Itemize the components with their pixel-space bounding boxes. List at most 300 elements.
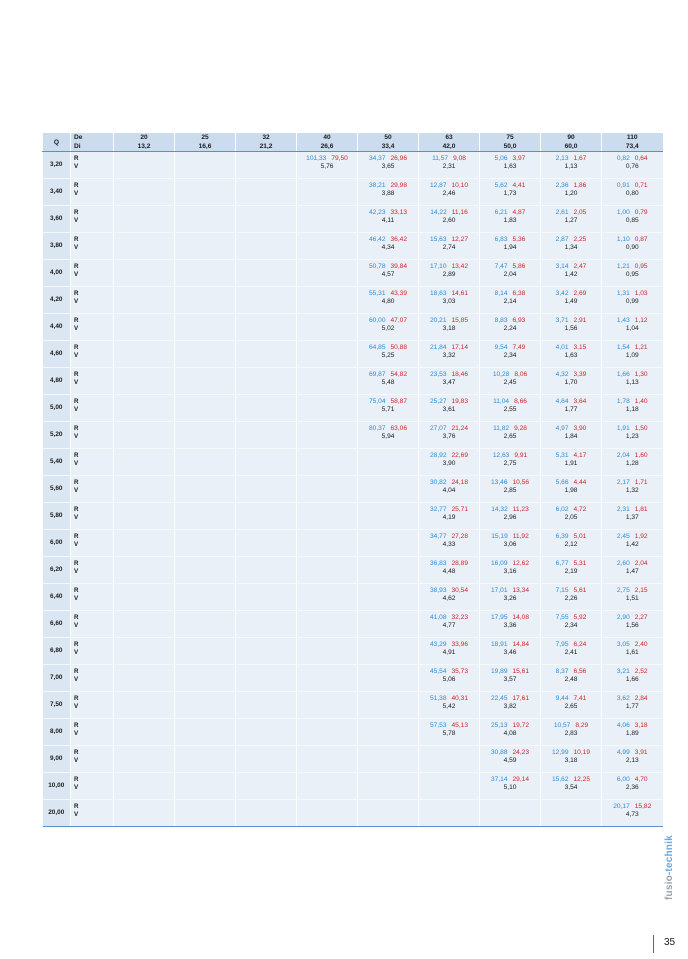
table-cell	[480, 503, 541, 530]
v-value: 1,37	[625, 514, 639, 522]
r-values	[602, 695, 663, 703]
q-value: 6,40	[43, 584, 71, 611]
v-value: 1,42	[564, 271, 578, 279]
table-cell	[419, 206, 480, 233]
v-value: 3,47	[442, 379, 456, 387]
v-value: 0,90	[625, 244, 639, 252]
rv-labels	[71, 179, 114, 206]
table-cell	[602, 233, 663, 260]
v-value: 1,49	[564, 298, 578, 306]
r-value-2: 9,91	[514, 452, 528, 459]
r-values	[541, 722, 601, 730]
r-values	[602, 614, 663, 622]
table-cell	[480, 476, 541, 503]
table-cell	[114, 152, 175, 179]
q-value: 3,20	[43, 152, 71, 179]
v-value: 2,46	[442, 190, 456, 198]
table-cell	[297, 773, 358, 800]
table-cell	[175, 314, 236, 341]
table-cell	[114, 665, 175, 692]
r-values	[480, 398, 540, 406]
r-value-2: 1,71	[634, 479, 648, 486]
v-value: 2,26	[564, 595, 578, 603]
v-value: 3,18	[564, 757, 578, 765]
r-value-1: 9,44	[555, 695, 569, 702]
di-header: 21,2	[236, 142, 297, 152]
table-cell	[602, 773, 663, 800]
table-cell	[480, 368, 541, 395]
r-value-1: 17,01	[490, 587, 508, 594]
v-value: 1,23	[625, 433, 639, 441]
r-values	[541, 290, 601, 298]
r-values	[602, 479, 663, 487]
r-value-1: 6,77	[555, 560, 569, 567]
r-value-2: 7,49	[512, 344, 526, 351]
v-value: 3,90	[442, 460, 456, 468]
v-value: 1,27	[564, 217, 578, 225]
table-cell	[175, 341, 236, 368]
v-value: 1,77	[564, 406, 578, 414]
table-cell	[175, 395, 236, 422]
r-value-2: 0,87	[634, 236, 648, 243]
v-value: 3,82	[503, 703, 517, 711]
r-value-1: 2,31	[616, 506, 630, 513]
r-value-2: 63,06	[390, 425, 408, 432]
r-value-2: 3,90	[573, 425, 587, 432]
r-values	[602, 803, 663, 811]
table-cell	[602, 503, 663, 530]
v-value: 3,57	[503, 676, 517, 684]
table-cell	[480, 692, 541, 719]
table-cell	[480, 611, 541, 638]
r-value-1: 15,62	[551, 776, 569, 783]
rv-labels	[71, 260, 114, 287]
table-cell	[236, 746, 297, 773]
r-values	[419, 182, 479, 190]
table-cell	[419, 773, 480, 800]
r-value-1: 1,54	[616, 344, 630, 351]
r-value-2: 3,18	[634, 722, 648, 729]
table-cell	[236, 584, 297, 611]
rv-labels	[71, 449, 114, 476]
v-value: 2,83	[564, 730, 578, 738]
rv-labels	[71, 287, 114, 314]
r-values	[541, 641, 601, 649]
table-row	[43, 341, 663, 368]
de-header: 90	[541, 133, 602, 142]
r-value-1: 3,42	[555, 290, 569, 297]
r-value-1: 23,53	[429, 371, 447, 378]
table-cell	[602, 611, 663, 638]
r-values	[480, 425, 540, 433]
r-label: R	[74, 587, 79, 594]
table-cell	[541, 746, 602, 773]
r-value-2: 12,62	[512, 560, 530, 567]
q-value: 5,60	[43, 476, 71, 503]
v-value: 0,99	[625, 298, 639, 306]
table-cell	[419, 692, 480, 719]
table-cell	[480, 800, 541, 827]
v-value: 5,02	[381, 325, 395, 333]
v-value: 4,62	[442, 595, 456, 603]
table-cell	[175, 368, 236, 395]
table-cell	[297, 314, 358, 341]
de-header: 25	[175, 133, 236, 142]
r-values	[602, 290, 663, 298]
r-values	[419, 452, 479, 460]
r-values	[480, 236, 540, 244]
r-values	[419, 425, 479, 433]
table-cell	[480, 341, 541, 368]
table-cell	[541, 152, 602, 179]
table-cell	[175, 179, 236, 206]
r-value-1: 55,31	[368, 290, 386, 297]
v-value: 1,63	[503, 163, 517, 171]
v-value: 5,25	[381, 352, 395, 360]
table-cell	[602, 530, 663, 557]
rv-labels	[71, 557, 114, 584]
table-cell	[297, 260, 358, 287]
r-value-1: 38,93	[429, 587, 447, 594]
table-row	[43, 800, 663, 827]
r-values	[541, 479, 601, 487]
r-values	[480, 317, 540, 325]
r-value-2: 11,23	[512, 506, 529, 513]
r-value-2: 3,97	[512, 155, 526, 162]
table-cell	[297, 287, 358, 314]
r-value-1: 18,91	[490, 641, 508, 648]
r-value-2: 36,42	[390, 236, 408, 243]
table-cell	[297, 233, 358, 260]
table-cell	[297, 368, 358, 395]
r-value-1: 4,99	[616, 749, 630, 756]
r-values	[480, 587, 540, 595]
v-label: V	[74, 379, 79, 387]
table-cell	[602, 800, 663, 827]
r-values	[358, 344, 418, 352]
table-cell	[236, 449, 297, 476]
rv-labels	[71, 368, 114, 395]
flow-table	[42, 133, 663, 827]
table-cell	[480, 152, 541, 179]
r-value-1: 11,57	[432, 155, 449, 162]
r-value-1: 2,13	[555, 155, 569, 162]
r-values	[419, 209, 479, 217]
v-label: V	[74, 190, 79, 198]
v-value: 4,77	[442, 622, 456, 630]
table-cell	[114, 395, 175, 422]
table-cell	[541, 530, 602, 557]
r-value-2: 29,98	[390, 182, 408, 189]
v-value: 1,83	[503, 217, 517, 225]
r-values	[541, 776, 601, 784]
r-value-1: 4,06	[616, 722, 630, 729]
r-value-2: 2,27	[634, 614, 648, 621]
r-value-1: 75,04	[368, 398, 386, 405]
r-value-2: 18,46	[451, 371, 469, 378]
table-row	[43, 746, 663, 773]
table-row	[43, 233, 663, 260]
r-value-2: 2,25	[573, 236, 587, 243]
r-value-2: 15,82	[634, 803, 652, 810]
r-values	[541, 452, 601, 460]
r-value-2: 26,96	[390, 155, 408, 162]
r-values	[602, 371, 663, 379]
r-values	[480, 749, 540, 757]
r-values	[480, 641, 540, 649]
table-cell	[358, 179, 419, 206]
r-value-1: 4,64	[555, 398, 569, 405]
r-value-1: 16,09	[490, 560, 508, 567]
r-value-1: 3,71	[555, 317, 569, 324]
r-value-1: 1,00	[616, 209, 630, 216]
r-value-1: 46,42	[368, 236, 386, 243]
r-value-2: 1,81	[634, 506, 648, 513]
table-cell	[114, 773, 175, 800]
v-value: 1,51	[625, 595, 639, 603]
r-label: R	[74, 506, 79, 513]
r-values	[419, 695, 479, 703]
v-value: 3,03	[442, 298, 456, 306]
table-cell	[175, 800, 236, 827]
r-value-2: 2,69	[573, 290, 587, 297]
table-cell	[541, 233, 602, 260]
table-cell	[236, 341, 297, 368]
r-value-2: 12,27	[451, 236, 469, 243]
r-value-1: 80,37	[368, 425, 386, 432]
rv-labels	[71, 206, 114, 233]
de-header: 20	[114, 133, 175, 142]
table-cell	[480, 746, 541, 773]
table-cell	[236, 611, 297, 638]
r-label: R	[74, 776, 79, 783]
table-cell	[480, 638, 541, 665]
table-row	[43, 476, 663, 503]
r-values	[480, 479, 540, 487]
r-value-2: 39,84	[390, 263, 408, 270]
v-value: 0,80	[625, 190, 639, 198]
table-cell	[236, 503, 297, 530]
r-value-1: 60,00	[368, 317, 386, 324]
r-value-1: 20,21	[429, 317, 447, 324]
r-value-1: 3,21	[616, 668, 630, 675]
r-value-1: 10,57	[553, 722, 571, 729]
di-label: Di	[71, 142, 114, 152]
table-cell	[236, 530, 297, 557]
q-value: 7,50	[43, 692, 71, 719]
table-cell	[297, 503, 358, 530]
table-row	[43, 395, 663, 422]
v-value: 3,18	[442, 325, 456, 333]
table-cell	[114, 584, 175, 611]
table-cell	[175, 449, 236, 476]
r-value-2: 4,70	[634, 776, 648, 783]
r-value-1: 1,91	[616, 425, 630, 432]
table-cell	[358, 206, 419, 233]
table-cell	[541, 287, 602, 314]
table-cell	[358, 800, 419, 827]
r-values	[480, 668, 540, 676]
r-values	[602, 236, 663, 244]
rv-labels	[71, 611, 114, 638]
table-cell	[358, 692, 419, 719]
r-value-1: 1,78	[616, 398, 630, 405]
r-value-1: 27,07	[429, 425, 447, 432]
r-values	[602, 182, 663, 190]
r-values	[602, 263, 663, 271]
q-value: 4,00	[43, 260, 71, 287]
table-cell	[236, 206, 297, 233]
table-cell	[419, 584, 480, 611]
v-value: 2,12	[564, 541, 578, 549]
table-cell	[236, 233, 297, 260]
table-cell	[541, 503, 602, 530]
r-value-1: 5,66	[555, 479, 569, 486]
r-value-1: 12,63	[492, 452, 510, 459]
r-value-2: 10,10	[451, 182, 469, 189]
rv-labels	[71, 584, 114, 611]
r-value-2: 0,95	[634, 263, 648, 270]
table-cell	[358, 314, 419, 341]
table-cell	[114, 449, 175, 476]
table-cell	[480, 773, 541, 800]
q-header: Q	[43, 133, 71, 152]
table-cell	[358, 260, 419, 287]
table-row	[43, 152, 663, 179]
r-value-1: 30,88	[490, 749, 508, 756]
q-value: 8,00	[43, 719, 71, 746]
table-cell	[297, 611, 358, 638]
r-values	[480, 371, 540, 379]
table-cell	[175, 233, 236, 260]
table-cell	[297, 395, 358, 422]
table-cell	[358, 557, 419, 584]
r-value-2: 3,64	[573, 398, 587, 405]
r-values	[541, 155, 601, 163]
r-values	[419, 506, 479, 514]
v-value: 4,80	[381, 298, 395, 306]
v-value: 3,26	[503, 595, 517, 603]
r-value-2: 3,39	[573, 371, 587, 378]
r-values	[602, 776, 663, 784]
table-cell	[480, 422, 541, 449]
r-label: R	[74, 317, 79, 324]
table-cell	[419, 503, 480, 530]
r-value-2: 1,67	[573, 155, 587, 162]
r-value-2: 4,87	[512, 209, 526, 216]
de-header: 50	[358, 133, 419, 142]
table-cell	[236, 773, 297, 800]
r-value-1: 1,31	[616, 290, 630, 297]
v-label: V	[74, 703, 79, 711]
q-value: 6,20	[43, 557, 71, 584]
r-values	[541, 587, 601, 595]
q-value: 5,20	[43, 422, 71, 449]
table-cell	[480, 233, 541, 260]
table-cell	[114, 800, 175, 827]
r-values	[419, 641, 479, 649]
table-cell	[175, 638, 236, 665]
table-cell	[236, 314, 297, 341]
r-value-2: 2,52	[634, 668, 648, 675]
table-cell	[541, 557, 602, 584]
r-label: R	[74, 695, 79, 702]
table-cell	[541, 611, 602, 638]
table-cell	[114, 638, 175, 665]
table-cell	[541, 341, 602, 368]
table-cell	[297, 800, 358, 827]
table-cell	[236, 287, 297, 314]
table-cell	[419, 800, 480, 827]
v-value: 1,47	[625, 568, 639, 576]
r-label: R	[74, 182, 79, 189]
r-values	[480, 695, 540, 703]
r-values	[419, 236, 479, 244]
table-cell	[419, 152, 480, 179]
r-value-1: 12,87	[429, 182, 447, 189]
v-value: 1,34	[564, 244, 578, 252]
table-cell	[114, 557, 175, 584]
table-cell	[602, 422, 663, 449]
table-cell	[358, 341, 419, 368]
v-value: 2,60	[442, 217, 456, 225]
r-value-1: 0,82	[616, 155, 630, 162]
table-cell	[358, 152, 419, 179]
table-row	[43, 179, 663, 206]
table-cell	[602, 692, 663, 719]
r-value-1: 2,45	[616, 533, 630, 540]
v-label: V	[74, 325, 79, 333]
table-cell	[114, 233, 175, 260]
r-label: R	[74, 479, 79, 486]
table-cell	[419, 287, 480, 314]
di-header: 73,4	[602, 142, 663, 152]
r-value-2: 40,31	[451, 695, 469, 702]
table-cell	[236, 692, 297, 719]
v-label: V	[74, 298, 79, 306]
table-cell	[480, 260, 541, 287]
r-value-2: 5,86	[512, 263, 526, 270]
v-label: V	[74, 460, 79, 468]
table-cell	[114, 341, 175, 368]
table-cell	[602, 746, 663, 773]
table-cell	[541, 665, 602, 692]
r-value-2: 29,14	[512, 776, 530, 783]
r-value-2: 6,93	[512, 317, 526, 324]
r-values	[480, 776, 540, 784]
r-values	[419, 290, 479, 298]
table-row	[43, 665, 663, 692]
r-values	[419, 263, 479, 271]
v-value: 3,88	[381, 190, 395, 198]
r-values	[541, 506, 601, 514]
v-value: 2,13	[625, 757, 639, 765]
r-value-2: 10,56	[512, 479, 530, 486]
header-di-row	[43, 142, 663, 152]
v-value: 4,73	[625, 811, 639, 819]
v-value: 1,13	[625, 379, 639, 387]
r-values	[480, 533, 540, 541]
table-cell	[236, 665, 297, 692]
table-cell	[602, 719, 663, 746]
r-value-1: 15,63	[429, 236, 447, 243]
de-header: 110	[602, 133, 663, 142]
v-label: V	[74, 433, 79, 441]
q-value: 10,00	[43, 773, 71, 800]
table-cell	[541, 719, 602, 746]
r-value-2: 79,50	[331, 155, 348, 162]
r-values	[358, 290, 418, 298]
